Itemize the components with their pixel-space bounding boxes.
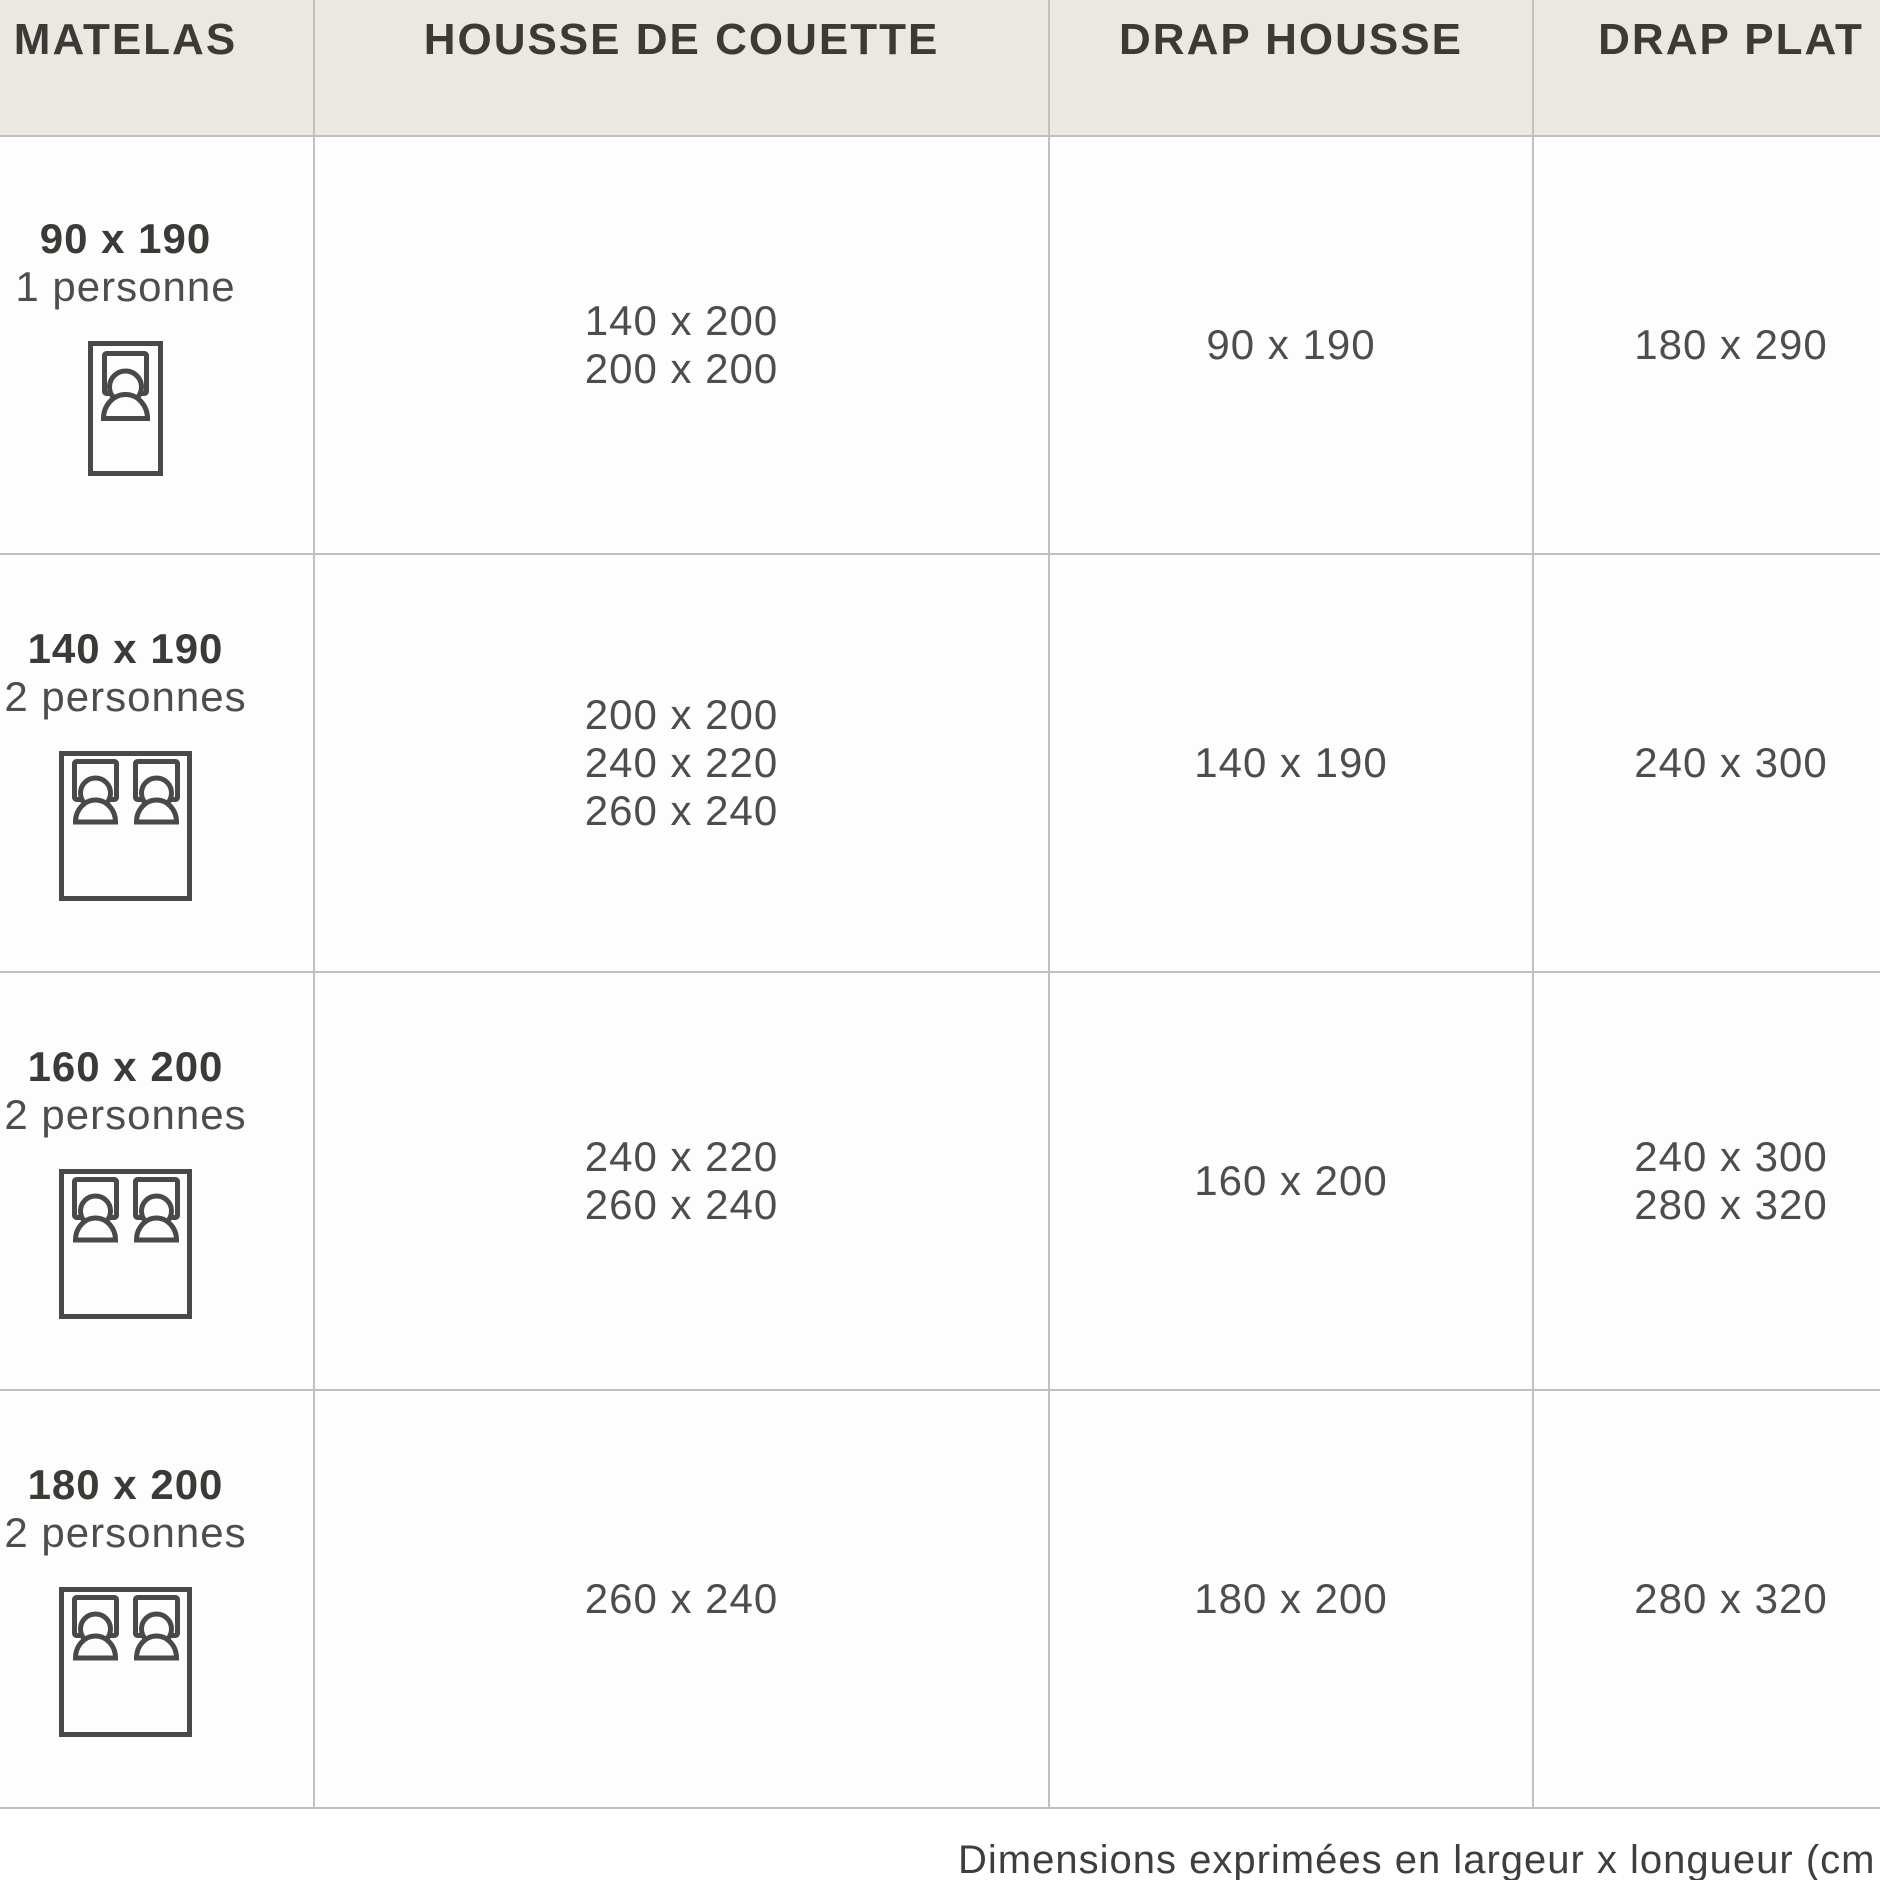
dimension-value: 180 x 200 [1194, 1575, 1388, 1622]
dimension-value: 240 x 220 [584, 1133, 779, 1180]
dimension-value: 160 x 200 [1194, 1157, 1388, 1204]
drap-housse-cell [1048, 971, 1532, 1389]
dimension-value: 200 x 200 [584, 345, 779, 392]
dimension-value: 280 x 320 [1634, 1181, 1828, 1228]
header-cell-drap_plat: DRAP PLAT [1532, 0, 1880, 135]
double-bed-icon [59, 751, 192, 901]
mattress-size: 180 x 200 [27, 1461, 224, 1508]
drap-plat-cell [1532, 1389, 1880, 1807]
mattress-size: 160 x 200 [27, 1043, 224, 1090]
drap-housse-cell [1048, 553, 1532, 971]
footer-note: Dimensions exprimées en largeur x longueur (cm [958, 1838, 1876, 1880]
drap-plat-cell [1532, 971, 1880, 1389]
dimension-value: 280 x 320 [1634, 1575, 1828, 1622]
drap-housse-cell [1048, 1389, 1532, 1807]
drap-plat-cell [1532, 553, 1880, 971]
header-cell-housse_de_couette: HOUSSE DE COUETTE [313, 0, 1048, 135]
dimension-value: 260 x 240 [584, 1575, 779, 1622]
single-bed-icon [88, 341, 163, 476]
mattress-size: 140 x 190 [27, 625, 224, 672]
mattress-size: 90 x 190 [39, 214, 212, 262]
dimension-value: 180 x 290 [1634, 321, 1828, 368]
dimension-value: 240 x 300 [1634, 1133, 1828, 1180]
housse-de-couette-cell [313, 135, 1048, 553]
dimension-value: 90 x 190 [1206, 321, 1376, 368]
header-cell-matelas: MATELAS [0, 0, 313, 135]
double-bed-icon [59, 1169, 192, 1319]
person-count: 2 personnes [4, 1091, 247, 1138]
double-bed-icon [59, 1587, 192, 1737]
dimension-value: 200 x 200 [584, 691, 779, 738]
person-count: 1 personne [15, 262, 236, 310]
drap-housse-cell [1048, 135, 1532, 553]
matelas-cell [0, 1389, 313, 1807]
dimension-value: 260 x 240 [584, 1181, 779, 1228]
matelas-cell [0, 971, 313, 1389]
dimension-value: 240 x 220 [584, 739, 779, 786]
housse-de-couette-cell [313, 1389, 1048, 1807]
dimension-value: 140 x 190 [1194, 739, 1388, 786]
person-count: 2 personnes [4, 1509, 247, 1556]
header-cell-drap_housse: DRAP HOUSSE [1048, 0, 1532, 135]
dimension-value: 260 x 240 [584, 787, 779, 834]
matelas-cell [0, 553, 313, 971]
dimension-value: 140 x 200 [584, 297, 779, 344]
dimension-value: 240 x 300 [1634, 739, 1828, 786]
person-count: 2 personnes [4, 673, 247, 720]
drap-plat-cell [1532, 135, 1880, 553]
housse-de-couette-cell [313, 553, 1048, 971]
matelas-cell [0, 135, 313, 553]
housse-de-couette-cell [313, 971, 1048, 1389]
